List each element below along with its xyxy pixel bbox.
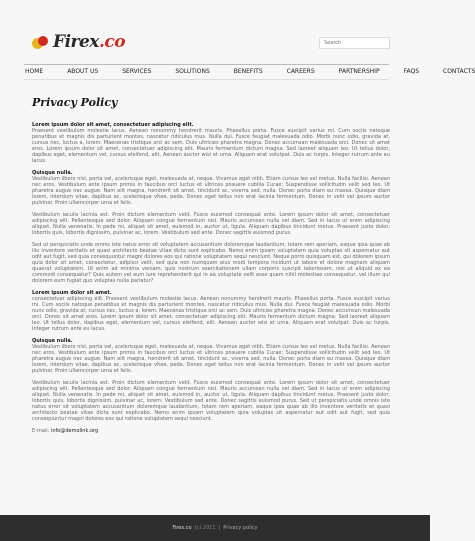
- section-heading: Lorem ipsum dolor sit amet, consectetuer adipiscing elit.: [32, 122, 194, 128]
- search-box: [319, 37, 390, 49]
- section-paragraph: consectetuer adipiscing elit. Praesent vestibulum molestie lacus. Aenean nonummy hendrerit mauris. Phasellus porta. Fusce suscipit varius mi. Cum sociis natoque penatibus et magnis dis parturient montes, nascetur ridiculus mus. Nulla dui. Fusce feugiat malesuada odio. Morbi nunc odio, gravida at, cursus nec, luctus a, lorem. Maecenas tristique orci ac sem. Duis ultricies pharetra magna. Donec accumsan malesuada orci. Donec sit amet eros. Lorem ipsum dolor sit amet, consectetuer adipiscing elit. Mauris fermentum dictum magna. Sed laoreet aliquam leo. Ut tellus dolor, dapibus eget, elementum vel, cursus eleifend, elit. Aenean auctor wisi et urna. Aliquam erat volutpat. Duis ac turpis. Integer rutrum ante eu lacus.: [32, 296, 390, 332]
- nav-item-careers[interactable]: CAREERS: [286, 68, 315, 75]
- footer-copyright: (c) 2011: [194, 525, 216, 531]
- logo-mark-icon: [32, 35, 50, 49]
- main-content: [32, 96, 390, 434]
- nav-item-about-us[interactable]: ABOUT US: [67, 68, 99, 75]
- section-paragraph: Sed ut perspiciatis unde omnis iste natus error sit voluptatem accusantium doloremque laudantium, totam rem aperiam, eaque ipsa quae ab illo inventore veritatis et quasi architecto beatae vitae dicta sunt explicabo. Nemo enim ipsam voluptatem quia voluptas sit aspernatur aut odit aut fugit, sed quia consequuntur magni dolores eos qui ratione voluptatem sequi nesciunt. Neque porro quisquam est, qui dolorem ipsum quia dolor sit amet, consectetur, adipisci velit, sed quia non numquam eius modi tempora incidunt ut labore et dolore magnam aliquam quaerat voluptatem. Ut enim ad minima veniam, quis nostrum exercitationem ullam corporis suscipit laboriosam, nisi ut aliquid ex ea commodi consequatur? Quis autem vel eum iure reprehenderit qui in ea voluptate velit esse quam nihil molestiae consequatur, vel illum qui dolorem eum fugiat quo voluptas nulla pariatur?: [32, 242, 390, 284]
- section-paragraph: Vestibulum iaculis lacinia est. Proin dictum elementum velit. Fusce euismod consequat ante. Lorem ipsum dolor sit amet, consectetuer adipiscing elit. Pellentesque sed dolor. Aliquam congue fermentum nisl. Mauris accumsan nulla vel diam. Sed in lacus ut enim adipiscing aliquet. Nulla venenatis. In pede mi, aliquet sit amet, euismod in, auctor ut, ligula. Aliquam dapibus tincidunt metus. Praesent justo dolor, lobortis quis, lobortis dignissim, pulvinar ac, lorem. Vestibulum sed ante. Donec sagittis euismod purus. Sed ut perspiciatis unde omnis iste natus error sit voluptatem accusantium doloremque laudantium, totam rem aperiam, eaque ipsa quae ab illo inventore veritatis et quasi architecto beatae vitae dicta sunt explicabo. Nemo enim ipsam voluptatem quia voluptas sit aspernatur aut odit aut fugit, sed quia consequuntur magni dolores eos qui ratione voluptatem sequi nesciunt.: [32, 380, 390, 422]
- site-footer: [0, 515, 430, 541]
- section-paragraph: Vestibulum iaculis lacinia est. Proin dictum elementum velit. Fusce euismod consequat ante. Lorem ipsum dolor sit amet, consectetuer adipiscing elit. Pellentesque sed dolor. Aliquam congue fermentum nisl. Mauris accumsan nulla vel diam. Sed in lacus ut enim adipiscing aliquet. Nulla venenatis. In pede mi, aliquet sit amet, euismod in, auctor ut, ligula. Aliquam dapibus tincidunt metus. Praesent justo dolor, lobortis quis, lobortis dignissim, pulvinar ac, lorem. Vestibulum sed ante. Donec sagittis euismod purus.: [32, 212, 390, 236]
- email-label: E-mail:: [32, 428, 50, 434]
- footer-separator: |: [218, 525, 221, 531]
- logo[interactable]: [32, 31, 125, 53]
- nav-item-contacts[interactable]: CONTACTS: [443, 68, 475, 75]
- page-title: Privacy Policy: [32, 96, 118, 109]
- logo-text: Firex.co: [53, 32, 126, 52]
- nav-item-partnership[interactable]: PARTNERSHIP: [338, 68, 380, 75]
- nav-item-home[interactable]: HOME: [25, 68, 44, 75]
- nav-item-solutions[interactable]: SOLUTIONS: [175, 68, 210, 75]
- nav-item-benefits[interactable]: BENEFITS: [233, 68, 263, 75]
- nav-item-services[interactable]: SERVICES: [122, 68, 152, 75]
- search-input[interactable]: [320, 38, 389, 48]
- footer-privacy-link[interactable]: Privacy policy: [223, 525, 258, 531]
- section-paragraph: Vestibulum libero nisl, porta vel, scelerisque eget, malesuada at, neque. Vivamus eget nibh. Etiam cursus leo vel metus. Nulla facilisi. Aenean nec eros. Vestibulum ante ipsum primis in faucibus orci luctus et ultrices posuere cubilia Curae; Suspendisse sollicitudin velit sed leo. Ut pharetra augue nec augue. Nam elit magna, hendrerit sit amet, tincidunt ac, viverra sed, nulla. Donec porta diam eu massa. Quisque diam lorem, interdum vitae, dapibus ac, scelerisque vitae, pede. Donec eget tellus non erat lacinia fermentum. Donec in velit vel ipsum auctor pulvinar. Proin ullamcorper urna et felis.: [32, 176, 390, 206]
- section-heading: Quisque nulla.: [32, 170, 73, 176]
- section-paragraph: Praesent vestibulum molestie lacus. Aenean nonummy hendrerit mauris. Phasellus porta. Fusce suscipit varius mi. Cum sociis natoque penatibus et magnis dis parturient montes, nascetur ridiculus mus. Nulla dui. Fusce feugiat malesuada odio. Morbi nunc odio, gravida at, cursus nec, luctus a, lorem. Maecenas tristique orci ac sem. Duis ultricies pharetra magna. Donec accumsan malesuada orci. Donec sit amet eros. Lorem ipsum dolor sit amet, consectetuer adipiscing elit. Mauris fermentum dictum magna. Sed laoreet aliquam leo. Ut tellus dolor, dapibus eget, elementum vel, cursus eleifend, elit. Aenean auctor wisi et urna. Aliquam erat volutpat. Duis ac turpis. Integer rutrum ante eu lacus.: [32, 128, 390, 164]
- section-heading: Lorem ipsum dolor sit amet.: [32, 290, 112, 296]
- section-heading: Quisque nulla.: [32, 338, 73, 344]
- section-paragraph: Vestibulum libero nisl, porta vel, scelerisque eget, malesuada at, neque. Vivamus eget nibh. Etiam cursus leo vel metus. Nulla facilisi. Aenean nec eros. Vestibulum ante ipsum primis in faucibus orci luctus et ultrices posuere cubilia Curae; Suspendisse sollicitudin velit sed leo. Ut pharetra augue nec augue. Nam elit magna, hendrerit sit amet, tincidunt ac, viverra sed, nulla. Donec porta diam eu massa. Quisque diam lorem, interdum vitae, dapibus ac, scelerisque vitae, pede. Donec eget tellus non erat lacinia fermentum. Donec in velit vel ipsum auctor pulvinar. Proin ullamcorper urna et felis.: [32, 344, 390, 374]
- email-link[interactable]: info@demolink.org: [50, 428, 99, 434]
- nav-item-faqs[interactable]: FAQS: [403, 68, 420, 75]
- footer-brand: Firex.co: [172, 525, 192, 531]
- main-nav: [24, 64, 475, 80]
- contact-email: [32, 428, 390, 434]
